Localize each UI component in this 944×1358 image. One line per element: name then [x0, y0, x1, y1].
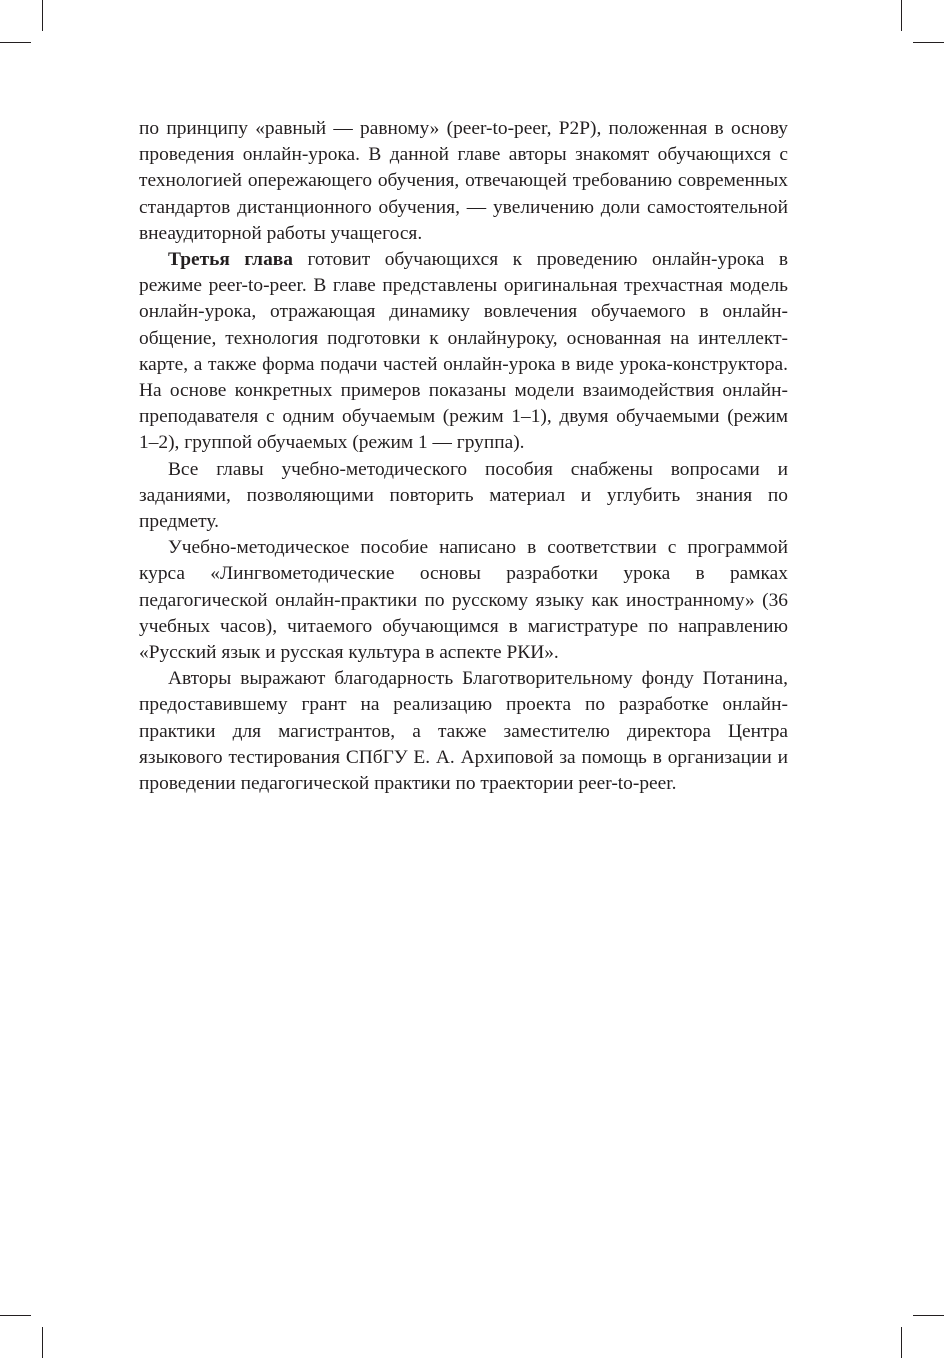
crop-mark-bottom-left-vertical [42, 1327, 43, 1358]
paragraph-course-program: Учебно-методическое пособие написано в соответствии с программой курса «Лингвометодические основы разработки урока в рамках педагогической онлайн-практики по русскому языку как иностранному» (36 учебных часов), читаемого обучающимся в магистратуре по направлению «Русский язык и русская культура в аспекте РКИ». [139, 537, 788, 664]
paragraph-peer-to-peer-intro: по принципу «равный — равному» (peer-to-peer, P2P), положенная в основу проведения онлайн-урока. В данной главе авторы знакомят обучающихся с технологией опережающего обучения, отвечающей требованию современных стандартов дистанционного обучения, — увеличению доли самостоятельной внеаудиторной работы учащегося. [139, 118, 788, 244]
paragraph-acknowledgements: Авторы выражают благодарность Благотворительному фонду Потанина, предоставившему грант на реализацию проекта по разработке онлайн-практики для магистрантов, а также заместителю директора Центра языкового тестирования СПбГУ Е. А. Архиповой за помощь в организации и проведении педагогической практики по траектории peer-to-peer. [139, 668, 788, 795]
crop-mark-top-left-vertical [42, 0, 43, 31]
paragraph-third-chapter [139, 247, 788, 457]
paragraph-all-chapters: Все главы учебно-методического пособия снабжены вопросами и заданиями, позволяющими повторить материал и углубить знания по предмету. [139, 458, 788, 533]
third-chapter-lead: Третья глава [168, 249, 293, 271]
crop-mark-top-right-vertical [901, 0, 902, 31]
crop-mark-top-right-horizontal [913, 42, 944, 43]
crop-mark-top-left-horizontal [0, 42, 31, 43]
crop-mark-bottom-left-horizontal [0, 1315, 31, 1316]
crop-mark-bottom-right-vertical [901, 1327, 902, 1358]
crop-mark-bottom-right-horizontal [913, 1315, 944, 1316]
third-chapter-text: готовит обучающихся к проведению онлайн-урока в режиме peer-to-peer. В главе представлены оригинальная трехчастная модель онлайн-урока, отражающая динамику вовлечения обучаемого в онлайн-общение, технология подготовки к онлайнуроку, основанная на интеллект-карте, а также форма подачи частей онлайн-урока в виде урока-конструктора. На основе конкретных примеров показаны модели взаимодействия онлайн-преподавателя с одним обучаемым (режим 1–1), двумя обучаемыми (режим 1–2), группой обучаемых (режим 1 — группа). [139, 249, 788, 454]
page-body [139, 116, 788, 797]
